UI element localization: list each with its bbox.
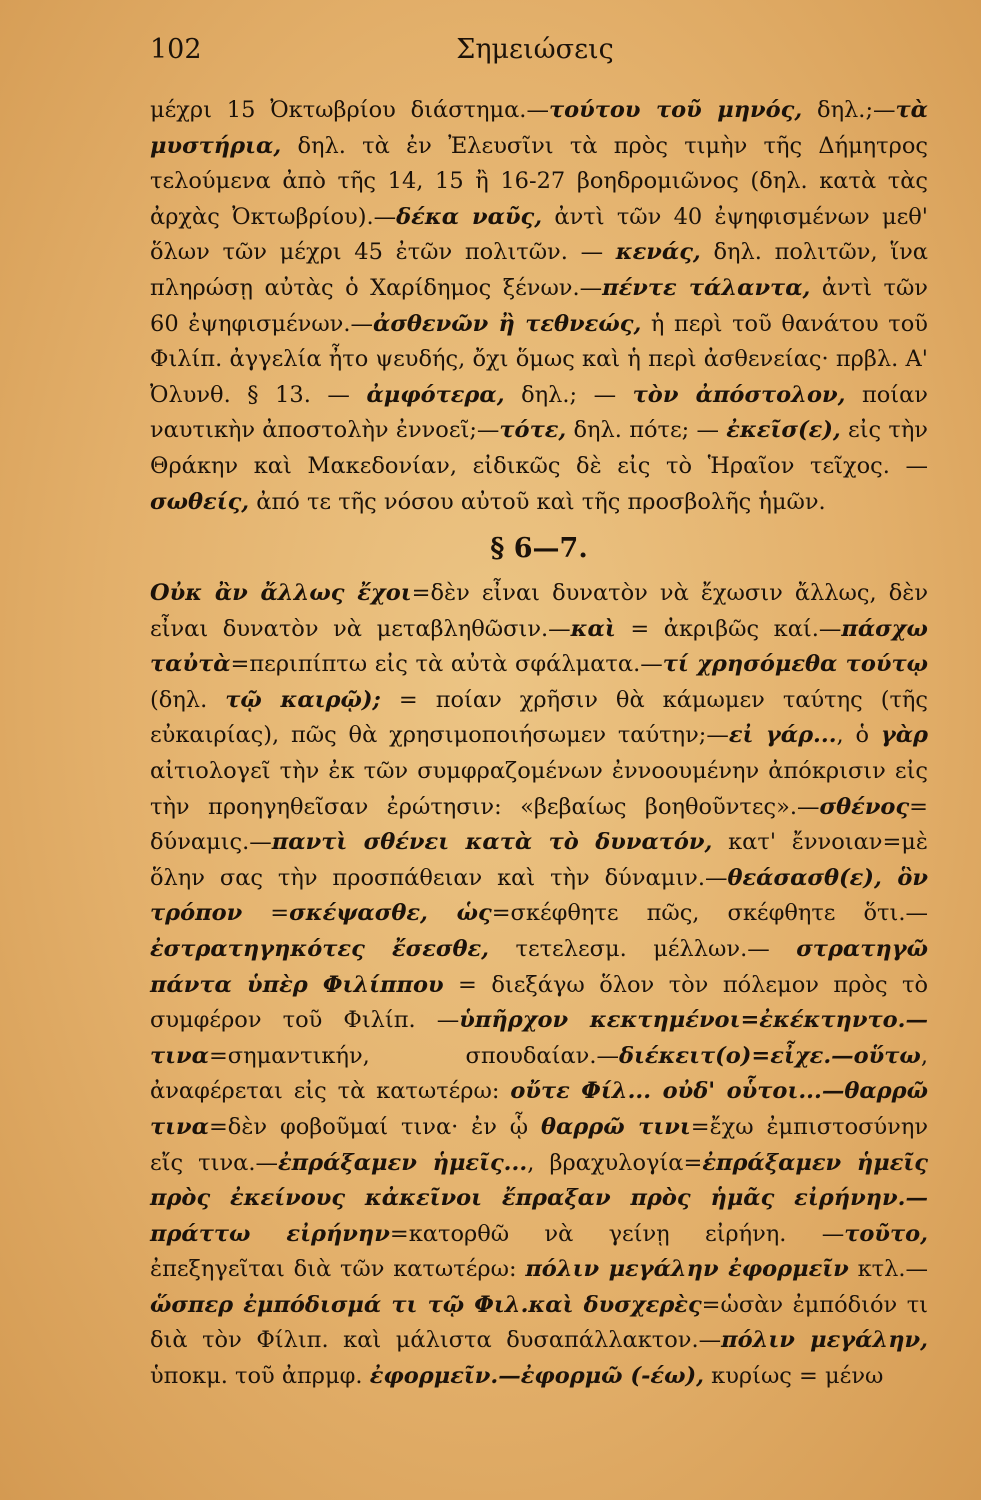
running-title: Σημειώσεις <box>456 34 614 65</box>
commentary-text: μέχρι 15 Ὀκτωβρίου διάστημα.— <box>150 97 549 123</box>
lemma-text: παντὶ σθένει κατὰ τὸ δυνατόν, <box>271 829 713 856</box>
lemma-text: σωθείς, <box>150 488 250 515</box>
lemma-text: πόλιν μεγάλην ἐφορμεῖν <box>525 1256 849 1283</box>
commentary-text: (δηλ. <box>150 686 226 713</box>
commentary-text: εἰς τὴν Θράκην καὶ Μακεδονίαν, εἰδικῶς δὲ εἰς τὸ Ἡραῖον τεῖχος. — <box>150 417 928 479</box>
lemma-text: τὸν ἀπόστολον, <box>632 381 846 408</box>
commentary-text: ἡ περὶ τοῦ θανάτου τοῦ Φιλίπ. ἀγγελία ἦτο ψευδής, ὄχι ὅμως καὶ ἡ περὶ ἀσθενείας· πρβλ. Α' Ὀλυνθ. § 13. — <box>150 310 928 408</box>
commentary-text: δηλ. πότε; — <box>566 417 727 444</box>
section-heading: § 6—7. <box>490 533 588 564</box>
commentary-text: κατ' ἔννοιαν=μὲ ὅλην σας τὴν προσπάθειαν καὶ τὴν δύναμιν.— <box>150 829 928 891</box>
lemma-text: ἀσθενῶν ἢ τεθνεώς, <box>373 310 642 337</box>
commentary-text: ὑποκμ. τοῦ ἀπρμφ. <box>150 1363 370 1390</box>
commentary-text: , ὁ <box>836 722 881 749</box>
commentary-text: =σκέφθητε πῶς, σκέφθητε ὅτι.— <box>491 900 928 927</box>
commentary-text: =δὲν εἶναι δυνατὸν νὰ ἔχωσιν ἄλλως, δὲν εἶναι δυνατὸν νὰ μεταβληθῶσιν.— <box>150 580 928 642</box>
lemma-text: οὔτε Φίλ... οὐδ' οὗτοι...—θαρρῶ τινα <box>150 1078 929 1140</box>
lemma-text: κενάς, <box>615 239 701 266</box>
lemma-text: ἐφορμεῖν.—ἐφορμῶ (-έω), <box>369 1363 704 1390</box>
lemma-text: τοῦτο, <box>844 1220 928 1247</box>
commentary-text: κτλ.— <box>848 1256 929 1283</box>
commentary-text: = ἀκριβῶς καί.— <box>615 615 842 642</box>
commentary-text: ἀπό τε τῆς νόσου αὐτοῦ καὶ τῆς προσβολῆς ἡμῶν. <box>249 488 826 515</box>
lemma-text: τῷ καιρῷ); <box>225 686 381 713</box>
lemma-text: πέντε τάλαντα, <box>602 274 811 301</box>
commentary-text: =δὲν φοβοῦμαί τινα· ἐν ᾧ <box>208 1113 541 1140</box>
commentary-text: =ὡσὰν ἐμπόδιόν τι διὰ τὸν Φίλιπ. καὶ μάλιστα δυσαπάλλακτον.— <box>150 1291 928 1354</box>
page-header <box>150 34 920 74</box>
commentary-text: δηλ.;— <box>802 97 896 123</box>
commentary-text: =ἔχω ἐμπιστοσύνην εἴς τινα.— <box>150 1113 929 1176</box>
lemma-text: ἐκεῖσ(ε), <box>726 417 841 444</box>
lemma-text: εἰ γάρ... <box>728 722 837 749</box>
commentary-text: = <box>242 900 290 927</box>
lemma-text: διέκειτ(ο)=εἶχε.—οὕτω <box>618 1042 921 1069</box>
commentary-text: ἀντὶ τῶν 60 ἐψηφισμένων.— <box>150 274 928 337</box>
lemma-text: τότε, <box>499 417 567 444</box>
lemma-text: στρατηγῶ πάντα ὑπὲρ Φιλίππου <box>150 935 928 998</box>
lemma-text: σκέψασθε, ὡς <box>289 900 492 927</box>
commentary-text: , ἀναφέρεται εἰς τὰ κατωτέρω: <box>150 1042 928 1105</box>
lemma-text: τί χρησόμεθα τούτῳ <box>662 651 929 678</box>
lemma-text: ἐστρατηγηκότες ἔσεσθε, <box>150 935 490 962</box>
lemma-text: ἐπράξαμεν ἡμεῖς πρὸς ἐκείνους κἀκεῖνοι ἔπραξαν πρὸς ἡμᾶς εἰρήνην.—πράττω εἰρήνην <box>150 1149 929 1247</box>
commentary-text: = ποίαν χρῆσιν θὰ κάμωμεν ταύτης (τῆς εὐκαιρίας), πῶς θὰ χρησιμοποιήσωμεν ταύτην;— <box>150 686 928 749</box>
lemma-text: ἐπράξαμεν ἡμεῖς... <box>277 1149 528 1176</box>
lemma-text: πόλιν μεγάλην, <box>721 1327 929 1354</box>
lemma-text: ἀμφότερα, <box>366 381 505 408</box>
commentary-text: δηλ. πολιτῶν, ἵνα πληρώσῃ αὐτὰς ὁ Χαρίδημος ξένων.— <box>150 239 928 301</box>
lemma-text: τὰ μυστήρια, <box>150 97 929 159</box>
commentary-text: =περιπίπτω εἰς τὰ αὐτὰ σφάλματα.— <box>230 651 663 678</box>
commentary-text: δηλ. τὰ ἐν Ἐλευσῖνι τὰ πρὸς τιμὴν τῆς Δήμητρος τελούμενα ἀπὸ τῆς 14, 15 ἢ 16-27 βοηδρομιῶνος (δηλ. κατὰ τὰς ἀρχὰς Ὀκτωβρίου).— <box>150 132 928 230</box>
lemma-text: Οὐκ ἂν ἄλλως ἔχοι <box>150 580 412 606</box>
page-number: 102 <box>150 34 202 65</box>
commentary-text: κυρίως = μένω <box>704 1363 884 1390</box>
lemma-text: τούτου τοῦ μηνός, <box>548 97 803 123</box>
lemma-text: γὰρ <box>880 722 928 749</box>
lemma-text: ὥσπερ ἐμπόδισμά τι τῷ Φιλ.καὶ δυσχερὲς <box>150 1291 702 1318</box>
paragraph-2 <box>150 576 928 1395</box>
commentary-text: δηλ.; — <box>504 381 633 408</box>
commentary-text: = διεξάγω ὅλον τὸν πόλεμον πρὸς τὸ συμφέρον τοῦ Φιλίπ. — <box>150 971 928 1034</box>
commentary-text: ἀντὶ τῶν 40 ἐψηφισμένων μεθ' ὅλων τῶν μέχρι 45 ἐτῶν πολιτῶν. — <box>150 203 928 266</box>
lemma-text: δέκα ναῦς, <box>396 203 543 230</box>
commentary-text: ποίαν ναυτικὴν ἀποστολὴν ἐννοεῖ;— <box>150 381 928 444</box>
lemma-text: θεάσασθ(ε), ὃν τρόπον <box>150 864 928 927</box>
commentary-text: τετελεσμ. μέλλων.— <box>489 935 797 962</box>
lemma-text: θαρρῶ τινι <box>540 1113 691 1140</box>
commentary-text: =κατορθῶ νὰ γείνῃ εἰρήνη. — <box>389 1220 845 1247</box>
commentary-text: =σημαντικήν, σπουδαίαν.— <box>208 1042 619 1069</box>
lemma-text: καὶ <box>570 615 616 642</box>
paragraph-1 <box>150 93 928 520</box>
lemma-text: σθένος <box>819 793 910 820</box>
commentary-text: αἰτιολογεῖ τὴν ἐκ τῶν συμφραζομένων ἐννοουμένην ἀπόκρισιν εἰς τὴν προηγηθεῖσαν ἐρώτησιν: «βεβαίως βοηθοῦντες».— <box>150 757 928 820</box>
commentary-text: = δύναμις.— <box>150 793 928 856</box>
commentary-text: ἐπεξηγεῖται διὰ τῶν κατωτέρω: <box>150 1256 526 1283</box>
lemma-text: πάσχω ταὐτὰ <box>150 615 928 678</box>
lemma-text: ὑπῆρχον κεκτημένοι=ἐκέκτηντο.—τινα <box>150 1007 928 1069</box>
commentary-text: , βραχυλογία= <box>527 1149 703 1176</box>
